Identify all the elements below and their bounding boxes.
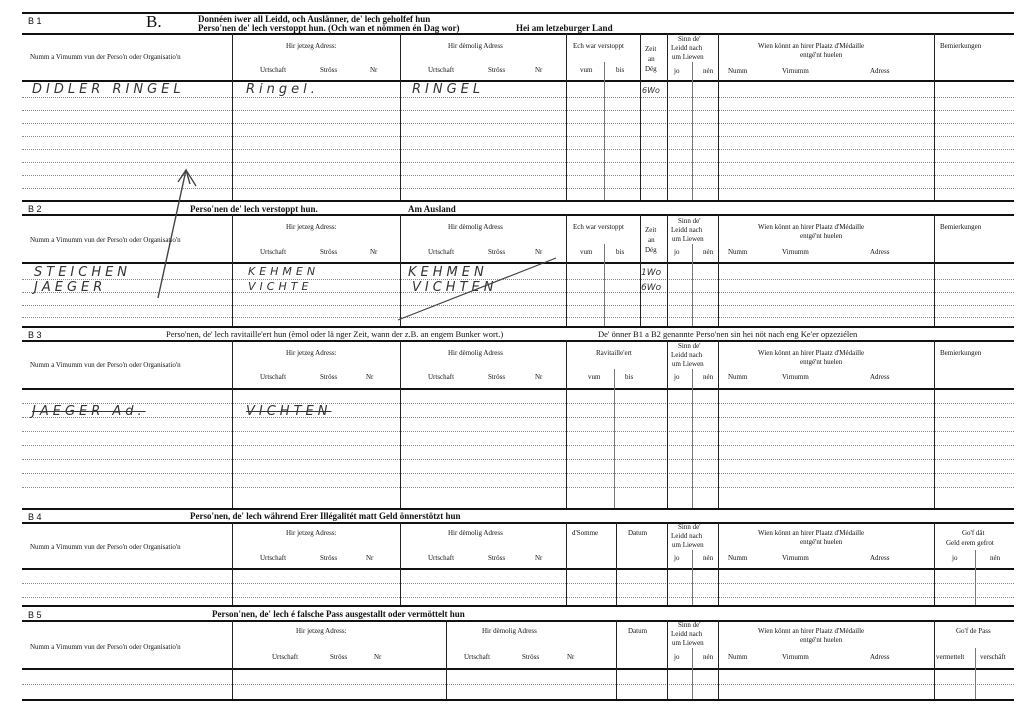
b2-col-zeit: Zeit	[645, 226, 657, 234]
column-separator	[616, 522, 617, 605]
b5-col-medal1: Wien könnt an hirer Plaatz d'Médaille	[758, 627, 865, 635]
b4-col-numm: Numm	[728, 554, 748, 562]
column-separator	[232, 522, 233, 605]
form-title-line1: Donnéen iwer all Leidd, och Auslänner, de' lech geholfef hun	[198, 14, 431, 24]
b5-col-urtschaft: Urtschaft	[272, 653, 299, 661]
b2-row-line	[22, 317, 1014, 318]
subcolumn-separator	[692, 62, 693, 200]
subcolumn-separator	[692, 648, 693, 699]
b4-col-current-address: Hir jetzeg Adress:	[286, 529, 337, 537]
b1-col-zeit: Zeit	[645, 45, 657, 53]
b5-col-sinn: Sinn de'	[678, 621, 701, 629]
b2-top-rule	[22, 200, 1014, 202]
b4-col-stross: Ströss	[320, 554, 338, 562]
b2-col-stross: Ströss	[320, 248, 338, 256]
b3-col-liewen: um Liewen	[672, 360, 704, 368]
b2-col-vum: vum	[580, 248, 593, 256]
b3-row-line	[22, 487, 1014, 488]
b1-col-medal2: entgé'nt huelen	[800, 51, 843, 59]
b1-col-jo: jo	[674, 67, 680, 75]
b3-col-stross2: Ströss	[488, 373, 506, 381]
b1-col-virnumm: Virnumm	[782, 67, 809, 75]
b1-col-current-address: Hir jetzeg Adress:	[286, 42, 337, 50]
b4-col-former-address: Hir dèmolig Adress	[448, 529, 503, 537]
b3-col-jo: jo	[674, 373, 680, 381]
b5-col-nr: Nr	[374, 653, 382, 661]
column-separator	[718, 522, 719, 605]
b3-col-nen: nén	[703, 373, 714, 381]
b2-col-stross2: Ströss	[488, 248, 506, 256]
b1-entry-name: DIDLER RINGEL	[32, 82, 185, 97]
column-separator	[446, 620, 447, 699]
b1-col-sinn: Sinn de'	[678, 35, 701, 43]
b4-col-gofdat1: Go'f dät	[962, 529, 985, 537]
b2-entry-zeit2: 6Wo	[641, 283, 662, 293]
b5-body-rule	[22, 668, 1014, 670]
b3-col-leidd: Leidd nach	[671, 351, 703, 359]
b3-header-rule	[22, 340, 1014, 342]
arrow-head	[178, 170, 190, 184]
b4-col-nr: Nr	[366, 554, 374, 562]
section-b5-label: B 5	[28, 610, 42, 620]
b3-row-line	[22, 445, 1014, 446]
b5-col-nr2: Nr	[567, 653, 575, 661]
b1-row-line	[22, 149, 1014, 150]
b3-col-virnumm: Virnumm	[782, 373, 809, 381]
b3-col-urtschaft: Urtschaft	[260, 373, 287, 381]
b2-col-bemierkungen: Bemierkungen	[940, 223, 982, 231]
b1-col-hidden: Ech war verstoppt	[573, 42, 624, 50]
column-separator	[718, 33, 719, 200]
b3-col-medal1: Wien könnt an hirer Plaatz d'Médaille	[758, 349, 865, 357]
b1-entry-current: Ringel.	[246, 82, 319, 97]
b5-header-rule	[22, 620, 1014, 622]
b3-col-bis: bis	[625, 373, 634, 381]
b1-row-line	[22, 162, 1014, 163]
section-b2-label: B 2	[28, 204, 42, 214]
b1-row-line	[22, 188, 1014, 189]
top-border	[22, 12, 1014, 14]
b2-col-leidd: Leidd nach	[671, 226, 703, 234]
bottom-border	[22, 699, 1014, 701]
b2-col-nen: nén	[703, 248, 714, 256]
subcolumn-separator	[975, 550, 976, 605]
b3-col-numm: Numm	[728, 373, 748, 381]
subcolumn-separator	[692, 369, 693, 508]
subcolumn-separator	[614, 369, 615, 508]
column-separator	[400, 340, 401, 508]
b2-col-an: an	[648, 236, 655, 244]
subcolumn-separator	[692, 550, 693, 605]
column-separator	[400, 33, 401, 200]
b3-col-nr2: Nr	[535, 373, 543, 381]
column-separator	[232, 340, 233, 508]
b2-entry-zeit1: 1Wo	[641, 268, 662, 278]
b5-col-numm: Numm	[728, 653, 748, 661]
column-separator	[566, 340, 567, 508]
b3-col-vum: vum	[588, 373, 601, 381]
column-separator	[400, 522, 401, 605]
b1-col-urtschaft: Urtschaft	[260, 66, 287, 74]
b2-row-line	[22, 305, 1014, 306]
b5-col-current-address: Hir jetzeg Adress:	[296, 627, 347, 635]
b1-col-numm: Numm	[728, 67, 748, 75]
b4-col-sinn: Sinn de'	[678, 523, 701, 531]
section-b5-title: Person'nen, de' lech é falsche Pass ausgestallt oder vermöttelt hun	[212, 609, 465, 619]
column-separator	[718, 214, 719, 326]
b1-header-rule	[22, 33, 1014, 35]
column-separator	[566, 33, 567, 200]
b4-col-gofdat2: Geld erem gefrot	[946, 539, 994, 547]
b4-body-rule	[22, 568, 1014, 570]
b2-col-urtschaft: Urtschaft	[260, 248, 287, 256]
b2-col-name: Numm a Vimumm vun der Perso'n oder Organisatio'n	[30, 236, 181, 244]
b2-body-rule	[22, 262, 1014, 264]
column-separator	[232, 214, 233, 326]
b1-row-line	[22, 110, 1014, 111]
b1-col-nen: nén	[703, 67, 714, 75]
subcolumn-separator	[692, 244, 693, 326]
b1-col-medal1: Wien könnt an hirer Plaatz d'Médaille	[758, 42, 865, 50]
section-b2-right: Am Ausland	[408, 204, 456, 214]
b1-col-bemierkungen: Bemierkungen	[940, 42, 982, 50]
b3-col-bemierkungen: Bemierkungen	[940, 349, 982, 357]
b4-col-jo: jo	[674, 554, 680, 562]
column-separator	[640, 214, 641, 326]
arrow-hook	[186, 170, 196, 186]
b1-col-stross: Ströss	[320, 66, 338, 74]
b3-row-line	[22, 431, 1014, 432]
column-separator	[566, 522, 567, 605]
b4-col-leidd: Leidd nach	[671, 532, 703, 540]
b4-header-rule	[22, 522, 1014, 524]
column-separator	[667, 340, 668, 508]
b1-entry-former: RINGEL	[412, 82, 485, 97]
column-separator	[934, 620, 935, 699]
b2-col-nr: Nr	[370, 248, 378, 256]
b3-col-ravitailleert: Ravitaille'ert	[596, 349, 632, 357]
section-b3-right: De' önner B1 a B2 genannte Perso'nen sin hei nöt nach eng Ke'er opzeziélen	[598, 329, 858, 339]
b2-col-virnumm: Virnumm	[782, 248, 809, 256]
b5-col-adress: Adress	[870, 653, 890, 661]
b5-col-former-address: Hir dèmolig Adress	[482, 627, 537, 635]
b1-col-name: Numm a Vimumm vun der Perso'n oder Organisatio'n	[30, 53, 181, 61]
b2-entry-former2: VICHTEN	[412, 280, 498, 295]
b2-entry-former1: KEHMEN	[408, 265, 488, 280]
b1-col-urtschaft2: Urtschaft	[428, 66, 455, 74]
b2-header-rule	[22, 214, 1014, 216]
b2-entry-current2: VICHTE	[248, 280, 313, 293]
b3-col-sinn: Sinn de'	[678, 342, 701, 350]
b4-col-stross2: Ströss	[488, 554, 506, 562]
b3-row-line	[22, 459, 1014, 460]
b4-col-virnumm: Virnumm	[782, 554, 809, 562]
column-separator	[640, 33, 641, 200]
b3-top-rule	[22, 326, 1014, 328]
b5-col-virnumm: Virnumm	[782, 653, 809, 661]
b2-col-jo: jo	[674, 248, 680, 256]
column-separator	[667, 33, 668, 200]
b5-col-name: Numm a Vimumm vun der Perso'n oder Organisatio'n	[30, 643, 181, 651]
b4-col-nr2: Nr	[535, 554, 543, 562]
b3-col-nr: Nr	[366, 373, 374, 381]
b1-row-line	[22, 123, 1014, 124]
b5-row-line	[22, 684, 1014, 685]
b4-col-datum: Datum	[628, 529, 648, 537]
b3-col-urtschaft2: Urtschaft	[428, 373, 455, 381]
column-separator	[667, 620, 668, 699]
b2-col-numm: Numm	[728, 248, 748, 256]
b2-col-medal2: entgé'nt huelen	[800, 232, 843, 240]
b5-col-stross2: Ströss	[522, 653, 540, 661]
b3-col-medal2: entgé'nt huelen	[800, 358, 843, 366]
b5-col-leidd: Leidd nach	[671, 630, 703, 638]
b2-entry-name2: JAEGER	[34, 280, 107, 295]
b2-col-sinn: Sinn de'	[678, 217, 701, 225]
b2-col-deg: Dég	[645, 246, 657, 254]
b5-col-verschaft: verschäft	[980, 653, 1006, 661]
b1-col-liewen: um Liewen	[672, 53, 704, 61]
section-b4-title: Perso'nen, de' lech während Erer Illégalitét matt Geld önnerstötzt hun	[190, 511, 461, 521]
section-b3-label: B 3	[28, 330, 42, 340]
subcolumn-separator	[604, 244, 605, 326]
column-separator	[232, 33, 233, 200]
column-separator	[566, 214, 567, 326]
b3-row-line	[22, 417, 1014, 418]
b4-col-name: Numm a Vimumm vun der Perso'n oder Organisatio'n	[30, 543, 181, 551]
b1-col-vum: vum	[580, 66, 593, 74]
b1-col-former-address: Hir dèmolig Adress	[448, 42, 503, 50]
b2-col-medal1: Wien könnt an hirer Plaatz d'Médaille	[758, 223, 865, 231]
column-separator	[718, 620, 719, 699]
section-b3-title: Perso'nen, de' lech ravitaille'ert hun (èmol oder lä nger Zeit, wann der z.B. an engem Bunker wort.)	[166, 329, 504, 339]
b4-col-nen: nén	[703, 554, 714, 562]
b1-row-line	[22, 136, 1014, 137]
b2-col-urtschaft2: Urtschaft	[428, 248, 455, 256]
column-separator	[400, 214, 401, 326]
column-separator	[616, 620, 617, 699]
b5-col-urtschaft2: Urtschaft	[464, 653, 491, 661]
b4-row-line	[22, 583, 1014, 584]
b1-col-leidd: Leidd nach	[671, 44, 703, 52]
b1-col-an: an	[648, 55, 655, 63]
b1-entry-zeit: 6Wo	[642, 86, 660, 95]
b3-col-stross: Ströss	[320, 373, 338, 381]
b2-col-adress: Adress	[870, 248, 890, 256]
column-separator	[232, 620, 233, 699]
b5-col-stross: Ströss	[330, 653, 348, 661]
b5-col-jo: jo	[674, 653, 680, 661]
section-b2-title: Perso'nen de' lech verstoppt hun.	[190, 204, 318, 214]
column-separator	[667, 522, 668, 605]
b4-col-medal2: entgé'nt huelen	[800, 538, 843, 546]
b5-col-gofpass: Go'f de Pass	[956, 627, 991, 635]
b2-entry-name1: STEICHEN	[34, 265, 132, 280]
b3-row-line	[22, 403, 1014, 404]
b2-col-bis: bis	[616, 248, 625, 256]
b4-top-rule	[22, 508, 1014, 510]
b4-col-urtschaft: Urtschaft	[260, 554, 287, 562]
b4-col-medal1: Wien könnt an hirer Plaatz d'Médaille	[758, 529, 865, 537]
b3-entry-name: JAEGER Ad.	[32, 404, 146, 419]
form-title-line2: Perso'nen de' lech verstoppt hun. (Och wan et nömmen én Dag wor)	[198, 23, 460, 33]
b1-col-bis: bis	[616, 66, 625, 74]
b1-col-adress: Adress	[870, 67, 890, 75]
b1-col-nr2: Nr	[535, 66, 543, 74]
column-separator	[667, 214, 668, 326]
b3-row-line	[22, 473, 1014, 474]
b5-col-nen: nén	[703, 653, 714, 661]
b1-row-line	[22, 97, 1014, 98]
b3-col-adress: Adress	[870, 373, 890, 381]
b2-row-line	[22, 279, 1014, 280]
b4-col-urtschaft2: Urtschaft	[428, 554, 455, 562]
b2-col-liewen: um Liewen	[672, 235, 704, 243]
b3-entry-current: VICHTEN	[246, 404, 332, 419]
b5-col-medal2: entgé'nt huelen	[800, 636, 843, 644]
b4-col-adress: Adress	[870, 554, 890, 562]
b4-col-jo2: jo	[952, 554, 958, 562]
section-b1-label: B 1	[28, 16, 42, 26]
b4-col-liewen: um Liewen	[672, 541, 704, 549]
b3-col-name: Numm a Vimumm vun der Perso'n oder Organisatio'n	[30, 361, 181, 369]
b2-col-nr2: Nr	[535, 248, 543, 256]
b2-col-hidden: Ech war verstoppt	[573, 223, 624, 231]
b2-entry-current1: KEHMEN	[248, 265, 320, 278]
b3-col-current-address: Hir jetzeg Adress:	[286, 349, 337, 357]
column-separator	[934, 340, 935, 508]
column-separator	[718, 340, 719, 508]
b4-col-nen2: nén	[990, 554, 1001, 562]
b5-col-datum: Datum	[628, 627, 648, 635]
b4-row-line	[22, 597, 1014, 598]
b2-row-line	[22, 292, 1014, 293]
subcolumn-separator	[975, 648, 976, 699]
column-separator	[934, 33, 935, 200]
b1-col-stross2: Ströss	[488, 66, 506, 74]
b3-col-former-address: Hir dèmolig Adress	[448, 349, 503, 357]
b1-col-deg: Dég	[645, 65, 657, 73]
column-separator	[934, 522, 935, 605]
b1-row-line	[22, 175, 1014, 176]
big-letter-b: B.	[146, 12, 162, 31]
b3-body-rule	[22, 388, 1014, 390]
b2-col-current-address: Hir jetzeg Adress:	[286, 223, 337, 231]
b2-col-former-address: Hir dèmolig Adress	[448, 223, 503, 231]
section-b4-label: B 4	[28, 512, 42, 522]
b5-col-liewen: um Liewen	[672, 639, 704, 647]
form-title-right: Hei am letzeburger Land	[516, 23, 613, 33]
b1-col-nr: Nr	[370, 66, 378, 74]
column-separator	[934, 214, 935, 326]
subcolumn-separator	[604, 62, 605, 200]
b4-col-dsomme: d'Somme	[572, 529, 599, 537]
b5-top-rule	[22, 605, 1014, 607]
b5-col-vermettelt: vermettelt	[936, 653, 965, 661]
